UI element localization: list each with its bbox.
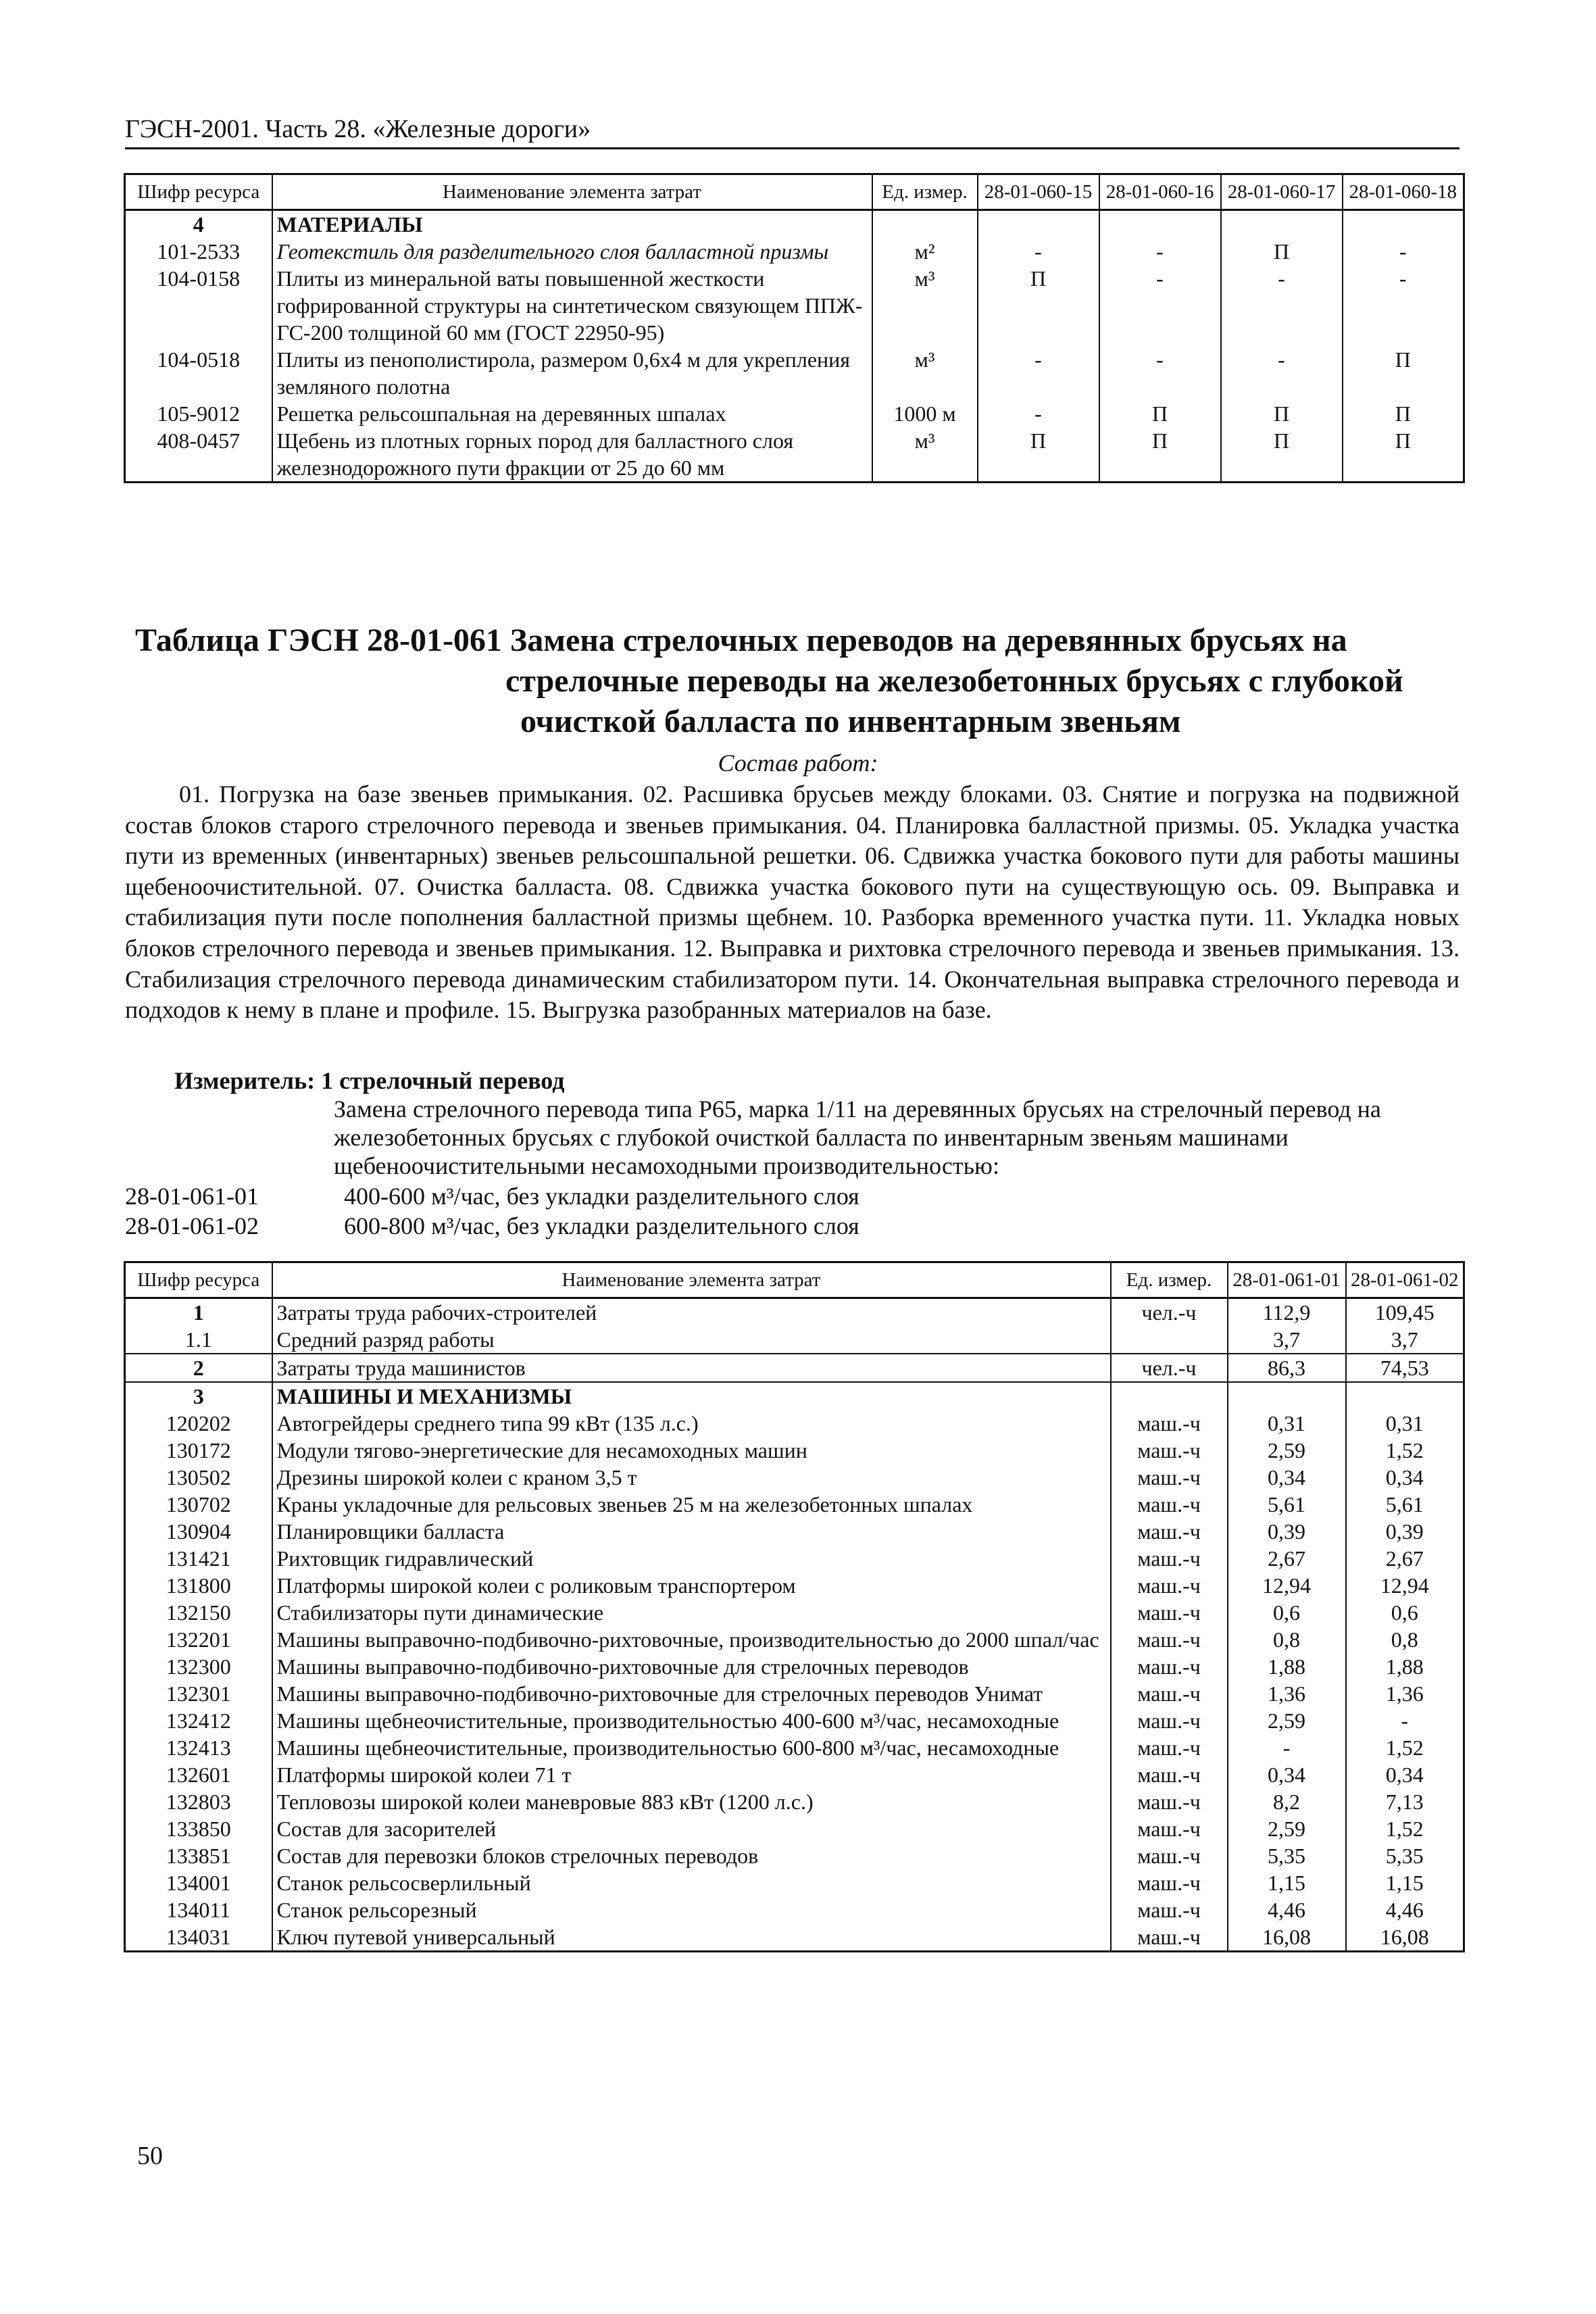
resource-code-cell: 408-0457 xyxy=(125,427,272,483)
unit-cell: чел.-ч xyxy=(1111,1354,1228,1382)
unit-cell: маш.-ч xyxy=(1111,1707,1228,1734)
element-name-cell: МАШИНЫ И МЕХАНИЗМЫ xyxy=(272,1382,1111,1410)
value-cell: 2,67 xyxy=(1228,1545,1346,1572)
unit-cell: маш.-ч xyxy=(1111,1680,1228,1707)
resource-code-cell: 133850 xyxy=(125,1815,272,1842)
unit-cell xyxy=(1111,1326,1228,1354)
value-cell: - xyxy=(1346,1707,1464,1734)
resource-code-cell: 132413 xyxy=(125,1734,272,1761)
unit-cell: маш.-ч xyxy=(1111,1815,1228,1842)
table-row xyxy=(125,265,1464,346)
resource-code-cell: 104-0158 xyxy=(125,265,272,346)
col-header-unit: Ед. измер. xyxy=(872,174,978,210)
table-row xyxy=(125,427,1464,483)
unit-cell: 1000 м xyxy=(872,400,978,427)
value-cell: 8,2 xyxy=(1228,1788,1346,1815)
col-header-value: 28-01-060-16 xyxy=(1099,174,1221,210)
value-cell: - xyxy=(1221,346,1343,400)
running-header: ГЭСН-2001. Часть 28. «Железные дороги» xyxy=(125,114,1460,149)
resources-table xyxy=(124,1261,1465,1952)
element-name-cell: Рихтовщик гидравлический xyxy=(272,1545,1111,1572)
value-cell: П xyxy=(1221,400,1343,427)
unit-cell: м³ xyxy=(872,427,978,483)
value-cell: 86,3 xyxy=(1228,1354,1346,1382)
element-name-cell: Машины выправочно-подбивочно-рихтовочные для стрелочных переводов xyxy=(272,1653,1111,1680)
value-cell: 5,61 xyxy=(1346,1491,1464,1518)
value-cell: П xyxy=(978,265,1099,346)
table-row xyxy=(125,238,1464,265)
unit-cell: маш.-ч xyxy=(1111,1518,1228,1545)
col-header-value: 28-01-061-01 xyxy=(1228,1262,1346,1298)
norm-description: Замена стрелочного перевода типа Р65, марка 1/11 на деревянных брусьях на стрелочный перевод на железобетонных брусьях с глубокой очисткой балласта по инвентарным звеньям машинами щебеноочистительными несамоходными производительностью: xyxy=(334,1096,1381,1179)
value-cell: 5,35 xyxy=(1228,1842,1346,1869)
table-row xyxy=(125,1464,1464,1491)
element-name-cell: Платформы широкой колеи 71 т xyxy=(272,1761,1111,1788)
value-cell: 1,52 xyxy=(1346,1815,1464,1842)
unit-cell: маш.-ч xyxy=(1111,1410,1228,1437)
value-cell: 0,8 xyxy=(1346,1626,1464,1653)
value-cell xyxy=(1099,210,1221,239)
table-row xyxy=(125,1437,1464,1464)
table-row xyxy=(125,400,1464,427)
element-name-cell: Затраты труда машинистов xyxy=(272,1354,1111,1382)
element-name-cell: Решетка рельсошпальная на деревянных шпалах xyxy=(272,400,872,427)
resource-code-cell: 120202 xyxy=(125,1410,272,1437)
unit-cell xyxy=(872,210,978,239)
element-name-cell: Щебень из плотных горных пород для балластного слоя железнодорожного пути фракции от 25 до 60 мм xyxy=(272,427,872,483)
unit-cell: маш.-ч xyxy=(1111,1896,1228,1923)
resource-code-cell: 130172 xyxy=(125,1437,272,1464)
value-cell: 16,08 xyxy=(1228,1923,1346,1952)
col-header-name: Наименование элемента затрат xyxy=(272,1262,1111,1298)
unit-cell xyxy=(1111,1382,1228,1410)
value-cell: 2,59 xyxy=(1228,1707,1346,1734)
page-number: 50 xyxy=(137,2142,163,2170)
element-name-cell: Машины щебнеочистительные, производительностью 400-600 м³/час, несамоходные xyxy=(272,1707,1111,1734)
table-row xyxy=(125,1923,1464,1952)
col-header-code: Шифр ресурса xyxy=(125,174,272,210)
value-cell xyxy=(1221,210,1343,239)
value-cell: 0,6 xyxy=(1228,1599,1346,1626)
table-row xyxy=(125,1680,1464,1707)
value-cell: П xyxy=(978,427,1099,483)
resource-code-cell: 104-0518 xyxy=(125,346,272,400)
resource-code-cell: 131421 xyxy=(125,1545,272,1572)
resource-code-cell: 134011 xyxy=(125,1896,272,1923)
element-name-cell: Станок рельсосверлильный xyxy=(272,1869,1111,1896)
value-cell: 0,39 xyxy=(1228,1518,1346,1545)
unit-cell: маш.-ч xyxy=(1111,1734,1228,1761)
col-header-value: 28-01-060-18 xyxy=(1343,174,1464,210)
unit-cell: маш.-ч xyxy=(1111,1437,1228,1464)
unit-cell: м³ xyxy=(872,346,978,400)
element-name-cell: Машины щебнеочистительные, производительностью 600-800 м³/час, несамоходные xyxy=(272,1734,1111,1761)
element-name-cell: Состав для перевозки блоков стрелочных переводов xyxy=(272,1842,1111,1869)
resource-code-cell: 134031 xyxy=(125,1923,272,1952)
value-cell: 4,46 xyxy=(1228,1896,1346,1923)
table-header-row xyxy=(125,174,1464,210)
resource-code-cell: 132150 xyxy=(125,1599,272,1626)
value-cell: П xyxy=(1343,427,1464,483)
table-row xyxy=(125,1707,1464,1734)
resource-code-cell: 4 xyxy=(125,210,272,239)
table-row xyxy=(125,210,1464,239)
element-name-cell: Платформы широкой колеи с роликовым транспортером xyxy=(272,1572,1111,1599)
value-cell: 0,8 xyxy=(1228,1626,1346,1653)
table-row xyxy=(125,1298,1464,1327)
value-cell: 0,31 xyxy=(1346,1410,1464,1437)
resource-code-cell: 3 xyxy=(125,1382,272,1410)
element-name-cell: Тепловозы широкой колеи маневровые 883 кВт (1200 л.с.) xyxy=(272,1788,1111,1815)
unit-cell: маш.-ч xyxy=(1111,1842,1228,1869)
element-name-cell: МАТЕРИАЛЫ xyxy=(272,210,872,239)
value-cell xyxy=(1346,1382,1464,1410)
table-row xyxy=(125,1788,1464,1815)
value-cell: 0,34 xyxy=(1228,1464,1346,1491)
variant-code: 28-01-061-01 xyxy=(125,1183,259,1210)
element-name-cell: Дрезины широкой колеи с краном 3,5 т xyxy=(272,1464,1111,1491)
value-cell: П xyxy=(1099,400,1221,427)
value-cell: - xyxy=(1228,1734,1346,1761)
element-name-cell: Автогрейдеры среднего типа 99 кВт (135 л.с.) xyxy=(272,1410,1111,1437)
table-row xyxy=(125,1653,1464,1680)
element-name-cell: Ключ путевой универсальный xyxy=(272,1923,1111,1952)
element-name-cell: Стабилизаторы пути динамические xyxy=(272,1599,1111,1626)
materials-table xyxy=(124,173,1465,483)
element-name-cell: Машины выправочно-подбивочно-рихтовочные, производительностью до 2000 шпал/час xyxy=(272,1626,1111,1653)
unit-cell: маш.-ч xyxy=(1111,1545,1228,1572)
element-name-cell: Машины выправочно-подбивочно-рихтовочные для стрелочных переводов Унимат xyxy=(272,1680,1111,1707)
element-name-cell: Станок рельсорезный xyxy=(272,1896,1111,1923)
table-row xyxy=(125,1410,1464,1437)
value-cell xyxy=(978,210,1099,239)
variant-line xyxy=(125,1181,859,1211)
resource-code-cell: 132301 xyxy=(125,1680,272,1707)
value-cell: - xyxy=(1343,265,1464,346)
table-row xyxy=(125,346,1464,400)
resource-code-cell: 1.1 xyxy=(125,1326,272,1354)
element-name-cell: Плиты из пенополистирола, размером 0,6х4 м для укрепления земляного полотна xyxy=(272,346,872,400)
resource-code-cell: 132803 xyxy=(125,1788,272,1815)
value-cell: 0,39 xyxy=(1346,1518,1464,1545)
variant-code: 28-01-061-02 xyxy=(125,1212,259,1239)
value-cell: 2,59 xyxy=(1228,1815,1346,1842)
value-cell: 2,67 xyxy=(1346,1545,1464,1572)
table-row xyxy=(125,1761,1464,1788)
value-cell xyxy=(1343,210,1464,239)
table-row xyxy=(125,1491,1464,1518)
value-cell: 1,15 xyxy=(1228,1869,1346,1896)
value-cell: - xyxy=(1099,238,1221,265)
variant-text: 600-800 м³/час, без укладки разделительного слоя xyxy=(344,1212,859,1239)
value-cell: - xyxy=(1221,265,1343,346)
table-row xyxy=(125,1382,1464,1410)
value-cell: П xyxy=(1343,400,1464,427)
unit-cell: чел.-ч xyxy=(1111,1298,1228,1327)
element-name-cell: Геотекстиль для разделительного слоя балластной призмы xyxy=(272,238,872,265)
resource-code-cell: 130702 xyxy=(125,1491,272,1518)
value-cell: 1,36 xyxy=(1228,1680,1346,1707)
table-heading xyxy=(135,620,1460,742)
unit-cell: маш.-ч xyxy=(1111,1572,1228,1599)
table-row xyxy=(125,1572,1464,1599)
resource-code-cell: 105-9012 xyxy=(125,400,272,427)
element-name-cell: Плиты из минеральной ваты повышенной жесткости гофрированной структуры на синтетическом связующем ППЖ-ГС-200 толщиной 60 мм (ГОСТ 22950-95) xyxy=(272,265,872,346)
value-cell: - xyxy=(978,238,1099,265)
unit-cell: маш.-ч xyxy=(1111,1491,1228,1518)
value-cell: П xyxy=(1221,427,1343,483)
unit-cell: м² xyxy=(872,238,978,265)
element-name-cell: Состав для засорителей xyxy=(272,1815,1111,1842)
value-cell: П xyxy=(1099,427,1221,483)
element-name-cell: Затраты труда рабочих-строителей xyxy=(272,1298,1111,1327)
element-name-cell: Средний разряд работы xyxy=(272,1326,1111,1354)
table-row xyxy=(125,1869,1464,1896)
variant-text: 400-600 м³/час, без укладки разделительного слоя xyxy=(344,1183,859,1210)
table-heading-line: Таблица ГЭСН 28-01-061 Замена стрелочных переводов на деревянных брусьях на xyxy=(135,622,1347,658)
value-cell: 1,52 xyxy=(1346,1437,1464,1464)
table-row xyxy=(125,1734,1464,1761)
col-header-value: 28-01-061-02 xyxy=(1346,1262,1464,1298)
value-cell: - xyxy=(978,346,1099,400)
value-cell: 16,08 xyxy=(1346,1923,1464,1952)
unit-cell: маш.-ч xyxy=(1111,1626,1228,1653)
value-cell: 0,6 xyxy=(1346,1599,1464,1626)
value-cell: 74,53 xyxy=(1346,1354,1464,1382)
unit-cell: маш.-ч xyxy=(1111,1464,1228,1491)
unit-cell: маш.-ч xyxy=(1111,1869,1228,1896)
col-header-value: 28-01-060-17 xyxy=(1221,174,1343,210)
value-cell xyxy=(1228,1382,1346,1410)
col-header-code: Шифр ресурса xyxy=(125,1262,272,1298)
element-name-cell: Краны укладочные для рельсовых звеньев 25 м на железобетонных шпалах xyxy=(272,1491,1111,1518)
meter-label: Измеритель: 1 стрелочный перевод xyxy=(174,1067,565,1094)
element-name-cell: Модули тягово-энергетические для несамоходных машин xyxy=(272,1437,1111,1464)
value-cell: - xyxy=(1099,265,1221,346)
value-cell: 3,7 xyxy=(1228,1326,1346,1354)
variant-line xyxy=(125,1211,859,1241)
table-row xyxy=(125,1354,1464,1382)
value-cell: 0,34 xyxy=(1228,1761,1346,1788)
resource-code-cell: 134001 xyxy=(125,1869,272,1896)
value-cell: 4,46 xyxy=(1346,1896,1464,1923)
value-cell: 2,59 xyxy=(1228,1437,1346,1464)
value-cell: 3,7 xyxy=(1346,1326,1464,1354)
resource-code-cell: 132601 xyxy=(125,1761,272,1788)
value-cell: 1,15 xyxy=(1346,1869,1464,1896)
value-cell: 12,94 xyxy=(1346,1572,1464,1599)
col-header-name: Наименование элемента затрат xyxy=(272,174,872,210)
value-cell: 12,94 xyxy=(1228,1572,1346,1599)
resource-code-cell: 133851 xyxy=(125,1842,272,1869)
resource-code-cell: 131800 xyxy=(125,1572,272,1599)
resource-code-cell: 101-2533 xyxy=(125,238,272,265)
resource-code-cell: 1 xyxy=(125,1298,272,1327)
unit-cell: маш.-ч xyxy=(1111,1653,1228,1680)
table-heading-line: очисткой балласта по инвентарным звеньям xyxy=(520,704,1181,739)
value-cell: 112,9 xyxy=(1228,1298,1346,1327)
work-composition-title: Состав работ: xyxy=(718,749,878,777)
resource-code-cell: 132201 xyxy=(125,1626,272,1653)
table-row xyxy=(125,1896,1464,1923)
table-row xyxy=(125,1815,1464,1842)
value-cell: 0,34 xyxy=(1346,1761,1464,1788)
unit-cell: маш.-ч xyxy=(1111,1788,1228,1815)
work-composition-text: 01. Погрузка на базе звеньев примыкания. 02. Расшивка брусьев между блоками. 03. Снятие и погрузка на подвижной состав блоков старого стрелочного перевода и звеньев примыкания. 04. Планировка балластной призмы. 05. Укладка участка пути из временных (инвентарных) звеньев рельсошпальной решетки. 06. Сдвижка участка бокового пути для работы машины щебеноочистительной. 07. Очистка балласта. 08. Сдвижка участка бокового пути на существующую ось. 09. Выправка и стабилизация пути после пополнения балластной призмы щебнем. 10. Разборка временного участка пути. 11. Укладка новых блоков стрелочного перевода и звеньев примыкания. 12. Выправка и рихтовка стрелочного перевода и звеньев примыкания. 13. Стабилизация стрелочного перевода динамическим стабилизатором пути. 14. Окончательная выправка стрелочного перевода и подходов к нему в плане и профиле. 15. Выгрузка разобранных материалов на базе. xyxy=(125,781,1460,1024)
value-cell: П xyxy=(1343,346,1464,400)
unit-cell: маш.-ч xyxy=(1111,1761,1228,1788)
table-row xyxy=(125,1599,1464,1626)
resource-code-cell: 132300 xyxy=(125,1653,272,1680)
value-cell: - xyxy=(1099,346,1221,400)
unit-cell: маш.-ч xyxy=(1111,1599,1228,1626)
value-cell: - xyxy=(978,400,1099,427)
value-cell: 109,45 xyxy=(1346,1298,1464,1327)
table-row xyxy=(125,1545,1464,1572)
resource-code-cell: 130502 xyxy=(125,1464,272,1491)
table-row xyxy=(125,1842,1464,1869)
resource-code-cell: 130904 xyxy=(125,1518,272,1545)
value-cell: 1,36 xyxy=(1346,1680,1464,1707)
value-cell: П xyxy=(1221,238,1343,265)
table-row xyxy=(125,1326,1464,1354)
unit-cell: м³ xyxy=(872,265,978,346)
value-cell: 0,34 xyxy=(1346,1464,1464,1491)
table-heading-line: стрелочные переводы на железобетонных брусьях с глубокой xyxy=(505,663,1403,699)
col-header-value: 28-01-060-15 xyxy=(978,174,1099,210)
col-header-unit: Ед. измер. xyxy=(1111,1262,1228,1298)
element-name-cell: Планировщики балласта xyxy=(272,1518,1111,1545)
value-cell: 5,61 xyxy=(1228,1491,1346,1518)
resource-code-cell: 132412 xyxy=(125,1707,272,1734)
value-cell: 0,31 xyxy=(1228,1410,1346,1437)
table-header-row xyxy=(125,1262,1464,1298)
value-cell: 1,52 xyxy=(1346,1734,1464,1761)
table-row xyxy=(125,1626,1464,1653)
resource-code-cell: 2 xyxy=(125,1354,272,1382)
value-cell: 1,88 xyxy=(1346,1653,1464,1680)
value-cell: 7,13 xyxy=(1346,1788,1464,1815)
value-cell: 5,35 xyxy=(1346,1842,1464,1869)
value-cell: 1,88 xyxy=(1228,1653,1346,1680)
unit-cell: маш.-ч xyxy=(1111,1923,1228,1952)
table-row xyxy=(125,1518,1464,1545)
value-cell: - xyxy=(1343,238,1464,265)
